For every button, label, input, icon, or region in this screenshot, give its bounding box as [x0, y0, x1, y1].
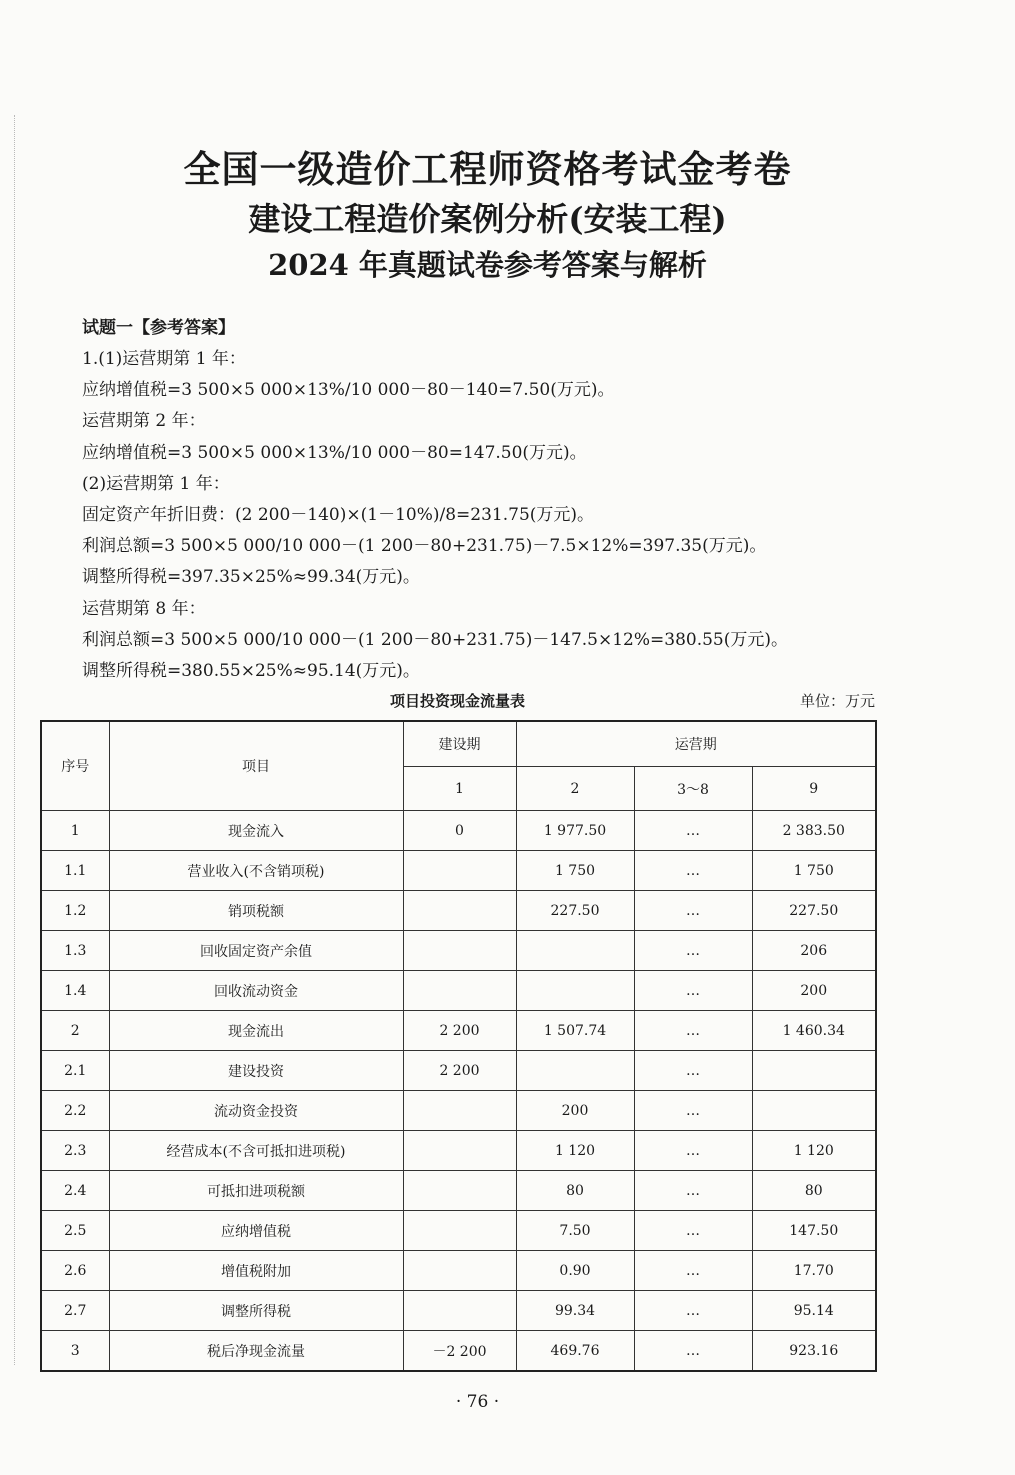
table-cell: … — [634, 811, 752, 851]
table-cell: 17.70 — [752, 1251, 876, 1291]
main-title: 全国一级造价工程师资格考试金考卷 — [183, 147, 792, 191]
answer-line: 固定资产年折旧费：(2 200－140)×(1－10%)/8=231.75(万元)。 — [82, 505, 595, 526]
table-cell: 1 460.34 — [752, 1011, 876, 1051]
table-cell: … — [634, 1131, 752, 1171]
table-cell — [403, 931, 516, 971]
table-cell: 200 — [752, 971, 876, 1011]
header-operation: 运营期 — [516, 721, 876, 767]
table-cell — [752, 1051, 876, 1091]
table-row — [41, 971, 876, 1011]
table-cell: 3 — [41, 1331, 109, 1372]
table-cell: 80 — [516, 1171, 634, 1211]
table-cell: 2.3 — [41, 1131, 109, 1171]
table-cell: … — [634, 971, 752, 1011]
table-cell: 2.6 — [41, 1251, 109, 1291]
header-period: 9 — [752, 767, 876, 811]
answer-title: 2024 年真题试卷参考答案与解析 — [268, 248, 707, 282]
table-cell: 1 977.50 — [516, 811, 634, 851]
table-cell — [403, 1251, 516, 1291]
table-cell: 923.16 — [752, 1331, 876, 1372]
table-row — [41, 1331, 876, 1372]
table-cell: 1 507.74 — [516, 1011, 634, 1051]
table-cell: 95.14 — [752, 1291, 876, 1331]
table-cell — [403, 891, 516, 931]
table-cell: 227.50 — [752, 891, 876, 931]
table-row — [41, 1251, 876, 1291]
table-row — [41, 1091, 876, 1131]
table-cell: 2 200 — [403, 1051, 516, 1091]
table-cell: … — [634, 1011, 752, 1051]
table-cell: 1 750 — [752, 851, 876, 891]
answer-section — [82, 313, 902, 687]
table-cell: 1.3 — [41, 931, 109, 971]
table-cell — [516, 1051, 634, 1091]
table-row — [41, 1011, 876, 1051]
table-cell: … — [634, 1291, 752, 1331]
table-cell: … — [634, 1171, 752, 1211]
title-block — [0, 143, 975, 288]
table-cell — [516, 931, 634, 971]
table-row — [41, 1051, 876, 1091]
table-caption-row — [40, 690, 875, 714]
cash-flow-table — [40, 720, 877, 1372]
table-cell — [516, 971, 634, 1011]
answer-line: (2)运营期第 1 年： — [82, 473, 230, 494]
table-cell: … — [634, 931, 752, 971]
answer-line: 运营期第 2 年： — [82, 411, 206, 432]
table-cell: 227.50 — [516, 891, 634, 931]
table-row — [41, 1131, 876, 1171]
table-cell: 可抵扣进项税额 — [109, 1171, 403, 1211]
table-cell: … — [634, 1211, 752, 1251]
answer-line: 利润总额=3 500×5 000/10 000－(1 200－80+231.75)－147.5×12%=380.55(万元)。 — [82, 629, 789, 650]
table-cell: 1 — [41, 811, 109, 851]
table-cell: 回收固定资产余值 — [109, 931, 403, 971]
table-cell: 应纳增值税 — [109, 1211, 403, 1251]
table-cell: 147.50 — [752, 1211, 876, 1251]
table-cell: … — [634, 1251, 752, 1291]
table-row — [41, 1171, 876, 1211]
table-row — [41, 851, 876, 891]
table-cell: 1.2 — [41, 891, 109, 931]
table-cell: 469.76 — [516, 1331, 634, 1372]
answer-line: 1.(1)运营期第 1 年： — [82, 349, 246, 369]
table-cell: 2 383.50 — [752, 811, 876, 851]
table-cell — [403, 971, 516, 1011]
table-cell: －2 200 — [403, 1331, 516, 1372]
table-cell — [403, 1091, 516, 1131]
table-cell: 7.50 — [516, 1211, 634, 1251]
header-period: 2 — [516, 767, 634, 811]
binding-margin-dots — [14, 115, 15, 1365]
table-row — [41, 1211, 876, 1251]
header-item: 项目 — [109, 721, 403, 811]
table-cell: 80 — [752, 1171, 876, 1211]
page-number: · 76 · — [455, 1392, 500, 1412]
table-cell: 2 — [41, 1011, 109, 1051]
table-cell — [403, 851, 516, 891]
table-cell: 税后净现金流量 — [109, 1331, 403, 1372]
table-cell — [403, 1211, 516, 1251]
table-row — [41, 891, 876, 931]
answer-line: 调整所得税=397.35×25%≈99.34(万元)。 — [82, 567, 420, 588]
table-row — [41, 931, 876, 971]
table-cell: 99.34 — [516, 1291, 634, 1331]
table-cell — [403, 1131, 516, 1171]
answer-line: 运营期第 8 年： — [82, 598, 206, 619]
table-caption: 项目投资现金流量表 — [389, 692, 525, 710]
table-cell: … — [634, 891, 752, 931]
table-cell: 0 — [403, 811, 516, 851]
table-cell: … — [634, 1051, 752, 1091]
table-cell: 1.4 — [41, 971, 109, 1011]
table-cell — [752, 1091, 876, 1131]
table-body — [41, 811, 876, 1372]
table-cell: 2 200 — [403, 1011, 516, 1051]
table-cell: 200 — [516, 1091, 634, 1131]
section-heading: 试题一【参考答案】 — [82, 318, 235, 338]
table-cell: 回收流动资金 — [109, 971, 403, 1011]
table-row — [41, 811, 876, 851]
table-cell: … — [634, 851, 752, 891]
table-cell: 现金流入 — [109, 811, 403, 851]
table-cell: 1 120 — [752, 1131, 876, 1171]
table-cell: 2.2 — [41, 1091, 109, 1131]
header-seq: 序号 — [41, 721, 109, 811]
table-cell: 206 — [752, 931, 876, 971]
answer-line: 调整所得税=380.55×25%≈95.14(万元)。 — [82, 661, 420, 682]
table-cell: 现金流出 — [109, 1011, 403, 1051]
table-cell — [403, 1291, 516, 1331]
answer-line: 利润总额=3 500×5 000/10 000－(1 200－80+231.75)－7.5×12%=397.35(万元)。 — [82, 536, 767, 557]
table-cell — [403, 1171, 516, 1211]
table-row — [41, 1291, 876, 1331]
header-period: 1 — [403, 767, 516, 811]
header-period: 3～8 — [634, 767, 752, 811]
table-cell: 2.1 — [41, 1051, 109, 1091]
table-cell: 1 120 — [516, 1131, 634, 1171]
table-cell: 1.1 — [41, 851, 109, 891]
table-cell: … — [634, 1331, 752, 1372]
answer-line: 应纳增值税=3 500×5 000×13%/10 000－80－140=7.50(万元)。 — [82, 380, 615, 401]
table-cell: 调整所得税 — [109, 1291, 403, 1331]
table-cell: 1 750 — [516, 851, 634, 891]
table-cell: 2.7 — [41, 1291, 109, 1331]
table-cell: 2.5 — [41, 1211, 109, 1251]
answer-line: 应纳增值税=3 500×5 000×13%/10 000－80=147.50(万元)。 — [82, 442, 587, 463]
table-cell: … — [634, 1091, 752, 1131]
table-cell: 建设投资 — [109, 1051, 403, 1091]
header-construction: 建设期 — [403, 721, 516, 767]
table-cell: 流动资金投资 — [109, 1091, 403, 1131]
subtitle: 建设工程造价案例分析(安装工程) — [248, 200, 727, 238]
table-cell: 增值税附加 — [109, 1251, 403, 1291]
table-cell: 营业收入(不含销项税) — [109, 851, 403, 891]
table-cell: 销项税额 — [109, 891, 403, 931]
table-cell: 经营成本(不含可抵扣进项税) — [109, 1131, 403, 1171]
table-cell: 2.4 — [41, 1171, 109, 1211]
table-cell: 0.90 — [516, 1251, 634, 1291]
table-unit: 单位：万元 — [799, 692, 875, 710]
